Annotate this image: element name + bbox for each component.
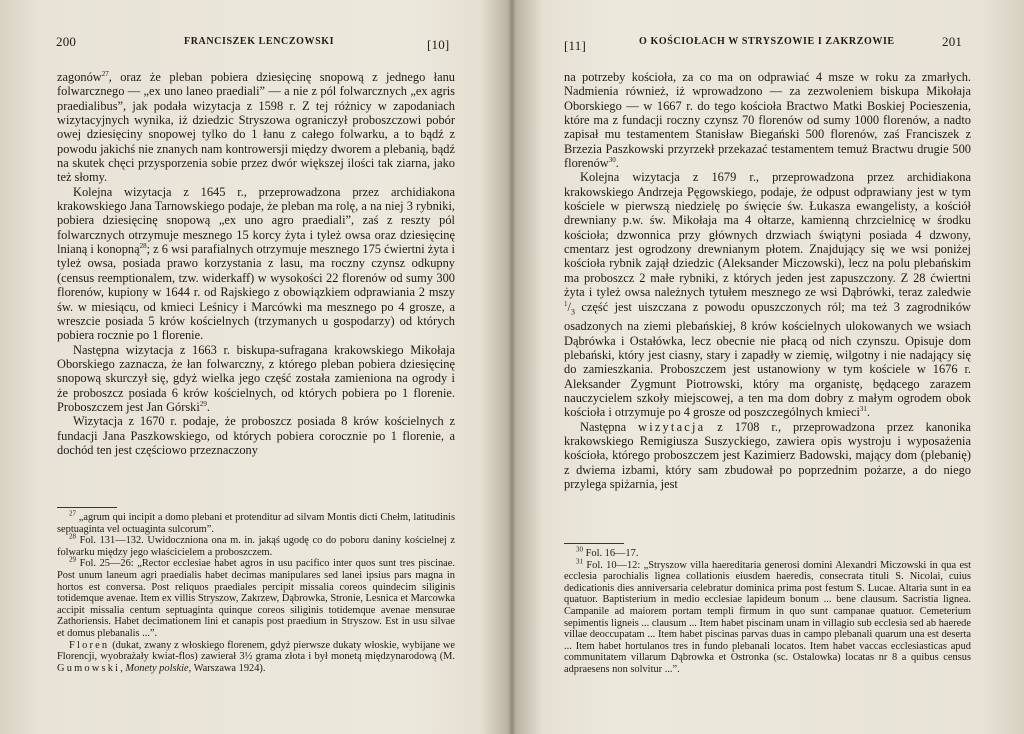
footnote: $^{30}$ Fol. 16—17. [576, 545, 639, 559]
section-mark: [10] [427, 37, 450, 52]
paragraph: na potrzeby kościoła, za co ma on odprawiać 4 msze w roku za zmarłych. Nadmienia również, iż wprowadzono — za zezwoleniem biskupa Mikołaja Oborskiego — w 1667 r. do tego kościoła Bractwo Matki Boskiej Pocieszenia, które ma z fundacji roczny czynsz 70 florenów od sumy 1000 florenów, a nadto zapisał mu testamentem Stanisław Biegański 500 florenów, zaś Franciszek z Brzezia Paszkowski przyrzekł przekazać testamentem temuż Bractwu drugie 500 florenów$^{30}$. [564, 70, 971, 171]
right-footnotes [564, 545, 971, 676]
footnote: Floren (dukat, zwany z włoskiego florenem, gdyż pierwsze dukaty włoskie, wybijane we Florencji, wyobrażały kwiat-flos) zawierał 3½ grama złota i był monetą międzynarodową (M. Gumowski, Monety polskie, Warszawa 1924). [57, 639, 455, 674]
paragraph: zagonów$^{27}$, oraz że pleban pobiera dziesięcinę snopową z jednego łanu folwarcznego — „ex uno laneo praediali” — a nie z pól folwarcznych „ex agris praedialibus”, jak podała wizytacja z 1598 r. Z tej różnicy w zapodaniach wizytacyjnych wynika, iż dziedzic Stryszowa ograniczył proboszczowi pobór owej dziesięciny snopowej tylko do 1 łanu z całego folwarku, a to bądź z powodu jakichś nie znanych nam kontrowersji między dworem a plebanią, bądź na skutek chęci przysporzenia sobie przez dwór większej ilości tak ziarna, jako też słomy. [57, 69, 455, 185]
section-mark: [11] [564, 38, 586, 53]
left-body-text [57, 70, 455, 457]
right-page [512, 0, 1024, 734]
footnote-rule [57, 507, 117, 508]
page-number: 201 [942, 34, 963, 49]
paragraph: Kolejna wizytacja z 1679 r., przeprowadzona przez archidiakona krakowskiego Andrzeja Pęgowskiego, podaje, że odpust odprawiany jest w tym kościele w pierwszą niedzielę po święcie św. Łukasza ewangelisty, a kościół drewniany p.w. św. Mikołaja ma 4 ołtarze, kamienną chrzcielnicę w środku kościoła; dzwonnica przy głównych drzwiach świątyni posiada 4 dzwony, cmentarz jest ogrodzony drewnianym płotem. Znajdujący się we wsi poniżej kościoła rybnik zajął dziedzic (Aleksander Miczowski), lecz na polu plebańskim ma proboszcz 2 małe rybniki, z których jeden jest zapuszczony. Z 28 ćwiertni żyta i tyleż owsa należnych tytułem mesznego ze wsi Dąbrówki, teraz zaledwie $^1/_3$ część jest uiszczana z powodu opuszczonych ról; ma też 3 zagrodników osadzonych na ziemi plebańskiej, 8 krów kościelnych ulokowanych we wsiach Dąbrówka i Ostałówka, lecz obecnie nie płacą od nich czynszu. Opisuje dom plebański, który jest ciasny, stary i zapadły w ziemię, wilgotny i nie nadający się do zamieszkania. Proboszczem jest ustanowiony w tym kościele w 1676 r. Aleksander Zygmunt Piotrowski, który ma organistę, będącego zarazem nauczycielem szkoły miejscowej, a ten ma dom dobry z małym ogrodem obok kościoła i otrzymuje po 4 grosze od poszczególnych kmieci$^{31}$. [564, 170, 971, 420]
footnote: $^{28}$ Fol. 131—132. Uwidoczniona ona m. in. jakąś ugodę co do poboru daniny kościelnej z folwarku między jego właścicielem a proboszczem. [57, 532, 455, 558]
running-title: FRANCISZEK LENCZOWSKI [184, 36, 335, 47]
left-page [0, 0, 500, 734]
footnote: $^{31}$ Fol. 10—12: „Stryszow villa haereditaria generosi domini Alexandri Miczowski in qua est ecclesia parochialis lignea collationis eiusdem haeredis, consecrata tituli S. Nicolai, cuius dedicationis dies anniversaria celebratur dominica prima post festum S. Lucae. Altaria sunt in ea quatuor. Baptisterium in medio ecclesiae lapideum bonum ... bene clausum. Sacristia lignea. Campanile ad maiorem portam templi firmum in quo sunt campanae quatuor. Cemeterium sepimentis ligneis ... clausum ... Item habet piscinam unam in villagio sub ecclesia sed ab haerede villae deoccupatam ... Item habet piscinas parvas duas in campo plebanali quarum una est deserta ... Item habet hortulanos tres in fundo plebanali locatos. Item habet vaccas ecclesiasticas apud communitatem villarum Dąbrowka et Ostronka (sc. Ostalowka) locatas nr 8 a quibus census adpraesens non solvitur ...”. [564, 557, 971, 675]
footnote: $^{27}$ „agrum qui incipit a domo plebani et protenditur ad silvam Montis dicti Chełm, latitudinis septuaginta vel octuaginta sulcorum”. [57, 509, 455, 535]
page-number: 200 [56, 34, 77, 49]
right-body-text [564, 70, 971, 491]
left-footnotes [57, 509, 455, 674]
paragraph: Wizytacja z 1670 r. podaje, że proboszcz posiada 8 krów kościelnych z fundacji Jana Paszkowskiego, od których pobiera corocznie po 1 florenie, a dochód ten jest częściowo przeznaczony [57, 414, 455, 457]
footnote: $^{29}$ Fol. 25—26: „Rector ecclesiae habet agros in usu pacifico inter quos sunt tres piscinae. Post unum laneum agri praedialis habet decimas manipulares sed lanei ipsius pars magna in hortos est conversa. Post reliquos praediales percipit missalia coreos quindecim siliginis totidemque avenae. Item ex villis Stryszow, Zakrzew, Dąbrowka, Stronie, Lesnica et Marcowka accipit missalia centum septuaginta quinque coreos siliginis totidemque avenae mensurae Zathoriensis. Habet decimationem lini et canapis post praedium in Stryszow. Est in usu silvae et domus plebanalis ...”. [57, 555, 455, 639]
paragraph: Kolejna wizytacja z 1645 r., przeprowadzona przez archidiakona krakowskiego Jana Tarnowskiego podaje, że pleban ma rolę, a na niej 3 rybniki, pobiera dziesięcinę snopową „ex uno agro praediali”, zaś z reszty pól folwarcznych otrzymuje mesznego 15 korcy żyta i tyleż owsa oraz dziesięcinę lnianą i konopną$^{28}$; z 6 wsi parafialnych otrzymuje mesznego 175 ćwiertni żyta i tyleż owsa, posiada prawo korzystania z lasu, ma roczny czynsz odkupny (census reemptionalem, tzw. widerkaff) w wysokości 22 florenów od sumy 300 florenów, kupiony w 1644 r. od Rajskiego z obowiązkiem odprawiania 2 mszy św. w miesiącu, od kmieci Leśnicy i Marcówki ma mesznego po 4 grosze, a wreszcie posiada 5 krów kościelnych (trzymanych u gospodarzy) od których pobiera rocznie po 1 florenie. [57, 184, 455, 343]
paragraph: Następna wizytacja z 1708 r., przeprowadzona przez kanonika krakowskiego Remigiusza Suszyckiego, zawiera opis wystroju i wyposażenia kościoła, którego proboszczem jest Kazimierz Badowski, mający dom (plebanię) z dwiema izbami, który sam zbudował po poprzednim pożarze, a do niego przylega spiżarnia, jest [564, 419, 971, 492]
paragraph: Następna wizytacja z 1663 r. biskupa-sufragana krakowskiego Mikołaja Oborskiego zaznacza, że łan folwarczny, z którego pleban pobiera dziesięcinę snopową skurczył się, gdyż wielka jego część została zamieniona na ogrody i że proboszcz posiada 6 krów kościelnych, od których pobiera po 1 florenie. Proboszczem jest Jan Górski$^{29}$. [57, 342, 455, 414]
footnote-rule [564, 543, 624, 544]
running-title: O KOŚCIOŁACH W STRYSZOWIE I ZAKRZOWIE [639, 36, 895, 47]
